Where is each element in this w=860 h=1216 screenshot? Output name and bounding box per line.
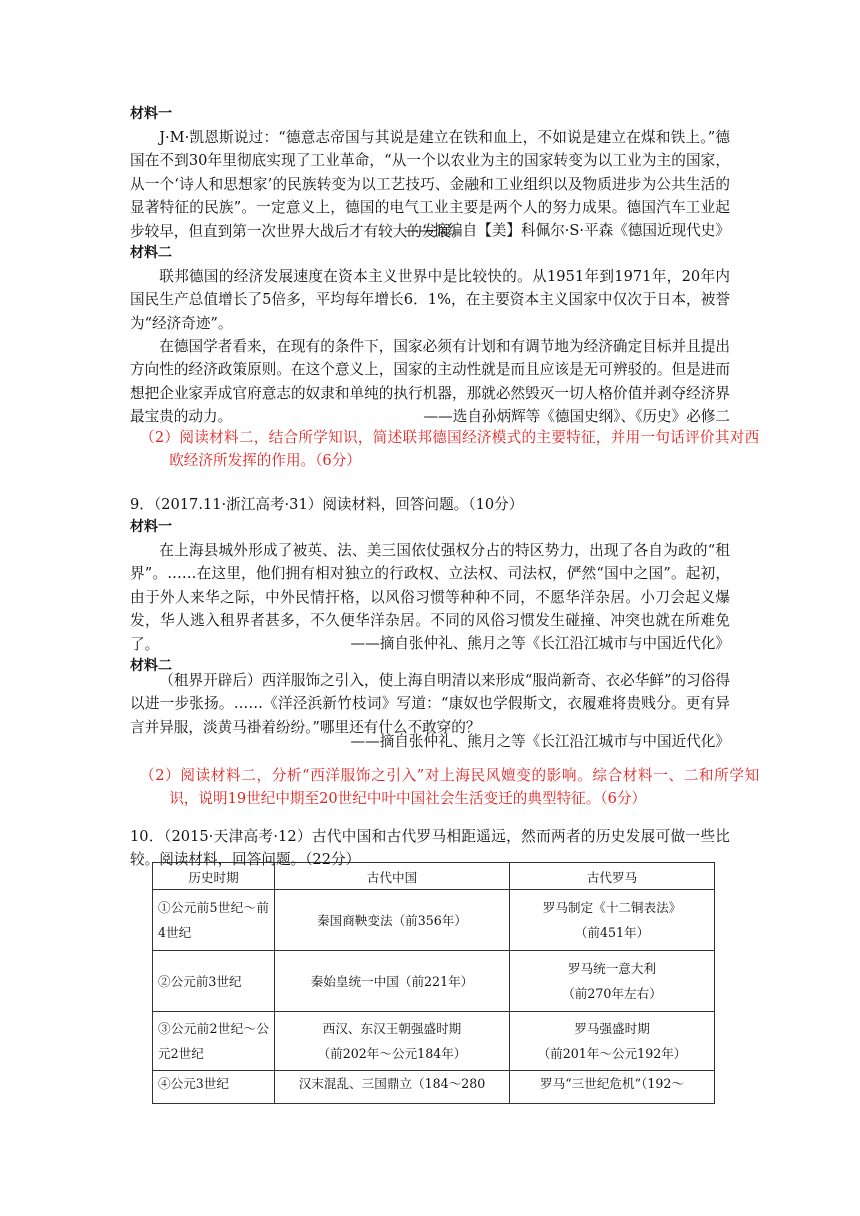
q9-material-1-source: ——摘自张仲礼、熊月之等《长江沿江城市与中国近代化》 bbox=[350, 635, 730, 652]
q9-material-1-text: 在上海县城外形成了被英、法、美三国依仗强权分占的特区势力，出现了各自为政的“租界”。……在这里，他们拥有相对独立的行政权、立法权、司法权，俨然“国中之国”。起初，由于外人来华之际，中外民情扞格，以风俗习惯等种种不同，不愿华洋杂居。小刀会起义爆发，华人逃入租界者甚多，不久便华洋杂居。不同的风俗习惯发生碰撞、冲突也就在所难免了。 bbox=[130, 542, 730, 653]
q9-material-2-heading: 材料二 bbox=[130, 658, 172, 674]
row1-rome-date: （前451年） bbox=[574, 925, 650, 940]
material-2-text-a: 联邦德国的经济发展速度在资本主义世界中是比较快的。从1951年到1971年，20年内国民生产总值增长了5倍多，平均每年增长6．1%，在主要资本主义国家中仅次于日本，被誉为“经济奇迹”。 bbox=[130, 268, 730, 332]
question-10-title: 10．（2015·天津高考·12）古代中国和古代罗马相距遥远，然而两者的历史发展可做一些比较。阅读材料，回答问题。（22分） bbox=[130, 828, 730, 869]
question-2-german-economy: （2）阅读材料二，结合所学知识，简述联邦德国经济模式的主要特征，并用一句话评价其对西欧经济所发挥的作用。（6分） bbox=[140, 429, 760, 470]
table-header-row bbox=[153, 863, 715, 890]
row2-china: 秦始皇统一中国（前221年） bbox=[275, 951, 510, 1012]
material-1-heading: 材料一 bbox=[130, 106, 172, 122]
header-period: 历史时期 bbox=[153, 863, 275, 890]
row2-rome-date: （前270年左右） bbox=[562, 986, 662, 1001]
row1-china: 秦国商鞅变法（前356年） bbox=[275, 890, 510, 951]
row3-china bbox=[275, 1012, 510, 1071]
material-2-source: ——选自孙炳辉等《德国史纲》、《历史》必修二 bbox=[423, 408, 730, 425]
row2-rome-event: 罗马统一意大利 bbox=[567, 961, 657, 976]
q9-material-2-source: ——摘自张仲礼、熊月之等《长江沿江城市与中国近代化》 bbox=[350, 733, 730, 750]
row3-china-date: （前202年～公元184年） bbox=[317, 1046, 467, 1061]
row3-rome bbox=[510, 1012, 715, 1071]
material-1-source: ——摘编自【美】科佩尔·S·平森《德国近现代史》 bbox=[404, 222, 730, 239]
header-ancient-china: 古代中国 bbox=[275, 863, 510, 890]
row4-rome: 罗马“三世纪危机”（192～ bbox=[510, 1071, 715, 1104]
q9-material-1-heading: 材料一 bbox=[130, 519, 172, 535]
row3-china-event: 西汉、东汉王朝强盛时期 bbox=[322, 1021, 462, 1036]
question-9-2: （2）阅读材料二，分析“西洋服饰之引入”对上海民风嬗变的影响。综合材料一、二和所学知识，说明19世纪中期至20世纪中叶中国社会生活变迁的典型特征。（6分） bbox=[140, 767, 760, 808]
table-row bbox=[153, 951, 715, 1012]
row1-rome bbox=[510, 890, 715, 951]
question-9-title: 9．（2017.11·浙江高考·31）阅读材料，回答问题。（10分） bbox=[130, 496, 524, 513]
row2-period: ②公元前3世纪 bbox=[153, 951, 275, 1012]
row3-rome-event: 罗马强盛时期 bbox=[574, 1021, 650, 1036]
row3-period: ③公元前2世纪～公元2世纪 bbox=[153, 1012, 275, 1071]
row4-china: 汉末混乱、三国鼎立（184～280 bbox=[275, 1071, 510, 1104]
material-1-text: J·M·凯恩斯说过：“德意志帝国与其说是建立在铁和血上，不如说是建立在煤和铁上。”德国在不到30年里彻底实现了工业革命，“从一个以农业为主的国家转变为以工业为主的国家，从一个‘诗人和思想家’的民族转变为以工艺技巧、金融和工业组织以及物质进步为公共生活的显著特征的民族”。一定意义上，德国的电气工业主要是两个人的努力成果。德国汽车工业起步较早，但直到第一次世界大战后才有较大的发展。 bbox=[130, 129, 730, 240]
row2-rome bbox=[510, 951, 715, 1012]
header-ancient-rome: 古代罗马 bbox=[510, 863, 715, 890]
row1-rome-event: 罗马制定《十二铜表法》 bbox=[542, 900, 682, 915]
q9-material-2-text: （租界开辟后）西洋服饰之引入，使上海自明清以来形成“服尚新奇、衣必华鲜”的习俗得以进一步张扬。……《洋泾浜新竹枝词》写道：“康奴也学假斯文，衣履难将贵贱分。更有异言并异服，淡黄马褂着纷纷。”哪里还有什么不敢穿的？ bbox=[130, 672, 730, 736]
table-row bbox=[153, 890, 715, 951]
row4-period: ④公元3世纪 bbox=[153, 1071, 275, 1104]
table-row bbox=[153, 1012, 715, 1071]
row1-period: ①公元前5世纪～前4世纪 bbox=[153, 890, 275, 951]
table-row bbox=[153, 1071, 715, 1104]
material-2-text-b: 在德国学者看来，在现有的条件下，国家必须有计划和有调节地为经济确定目标并且提出方向性的经济政策原则。在这个意义上，国家的主动性就是而且应该是无可辨驳的。但是进而想把企业家弄成官府意志的奴隶和单纯的执行机器，那就必然毁灭一切人格价值并剥夺经济界最宝贵的动力。 bbox=[130, 338, 730, 426]
row3-rome-date: （前201年～公元192年） bbox=[537, 1046, 687, 1061]
comparison-table bbox=[152, 862, 715, 1104]
material-2-heading: 材料二 bbox=[130, 245, 172, 261]
